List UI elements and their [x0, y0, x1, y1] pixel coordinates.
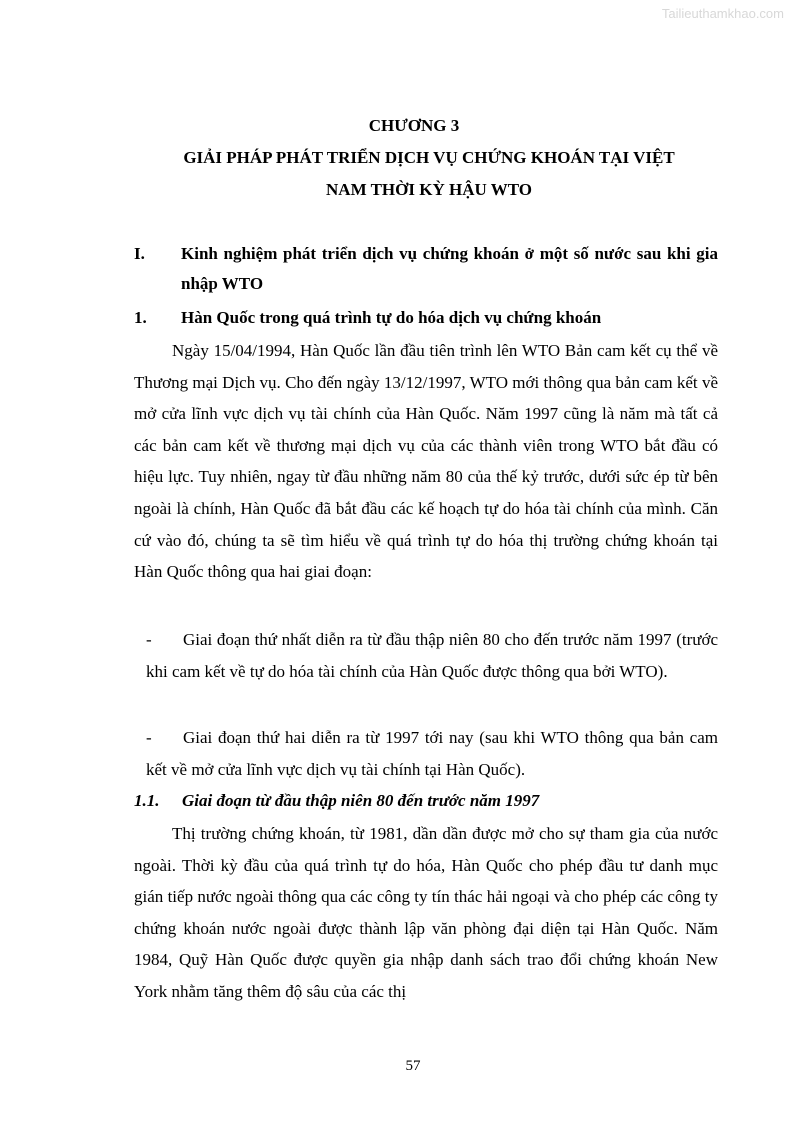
- section-title: Hàn Quốc trong quá trình tự do hóa dịch vụ chứng khoán: [181, 308, 602, 327]
- bullet-dash: -: [146, 728, 152, 747]
- bullet-text: Giai đoạn thứ hai diễn ra từ 1997 tới nay (sau khi WTO thông qua bản cam kết về mở cửa lĩnh vực dịch vụ tài chính tại Hàn Quốc).: [146, 728, 718, 779]
- bullet-dash: -: [146, 630, 152, 649]
- bullet-item-1: [134, 624, 718, 688]
- page-number: 57: [405, 1058, 421, 1074]
- section-number: 1.1.: [134, 791, 160, 810]
- section-title: Kinh nghiệm phát triển dịch vụ chứng khoán ở một số nước sau khi gia nhập WTO: [181, 244, 718, 293]
- section-number: I.: [134, 244, 145, 263]
- body-paragraph-2: Thị trường chứng khoán, từ 1981, dần dần được mở cho sự tham gia của nước ngoài. Thời kỳ đầu của quá trình tự do hóa, Hàn Quốc cho phép đầu tư danh mục gián tiếp nước ngoài thông qua các công ty tín thác hải ngoại và cho phép các công ty chứng khoán nước ngoài được thành lập văn phòng đại diện tại Hàn Quốc. Năm 1984, Quỹ Hàn Quốc được quyền gia nhập danh sách trao đổi chứng khoán New York nhằm tăng thêm độ sâu của các thị: [134, 824, 718, 1001]
- chapter-heading: CHƯƠNG 3: [368, 116, 460, 135]
- section-number: 1.: [134, 308, 147, 327]
- section-title: Giai đoạn từ đầu thập niên 80 đến trước năm 1997: [182, 791, 540, 810]
- chapter-title-line-2: NAM THỜI KỲ HẬU WTO: [326, 180, 532, 199]
- chapter-title-line-1: GIẢI PHÁP PHÁT TRIỂN DỊCH VỤ CHỨNG KHOÁN TẠI VIỆT: [183, 148, 675, 167]
- subsection-heading-1-1: [134, 786, 718, 816]
- watermark: Tailieuthamkhao.com: [661, 6, 784, 21]
- bullet-item-2: [134, 722, 718, 786]
- section-heading-I: [134, 239, 718, 299]
- section-heading-1: [134, 303, 718, 333]
- bullet-text: Giai đoạn thứ nhất diễn ra từ đầu thập niên 80 cho đến trước năm 1997 (trước khi cam kết về tự do hóa tài chính của Hàn Quốc được thông qua bởi WTO).: [146, 630, 718, 681]
- body-paragraph-1: Ngày 15/04/1994, Hàn Quốc lần đầu tiên trình lên WTO Bản cam kết cụ thể về Thương mại Dịch vụ. Cho đến ngày 13/12/1997, WTO mới thông qua bản cam kết về mở cửa lĩnh vực dịch vụ tài chính của Hàn Quốc. Năm 1997 cũng là năm mà tất cả các bản cam kết về thương mại dịch vụ của các thành viên trong WTO bắt đầu có hiệu lực. Tuy nhiên, ngay từ đầu những năm 80 của thế kỷ trước, dưới sức ép từ bên ngoài là chính, Hàn Quốc đã bắt đầu các kế hoạch tự do hóa tài chính của mình. Căn cứ vào đó, chúng ta sẽ tìm hiểu về quá trình tự do hóa thị trường chứng khoán tại Hàn Quốc thông qua hai giai đoạn:: [134, 341, 718, 582]
